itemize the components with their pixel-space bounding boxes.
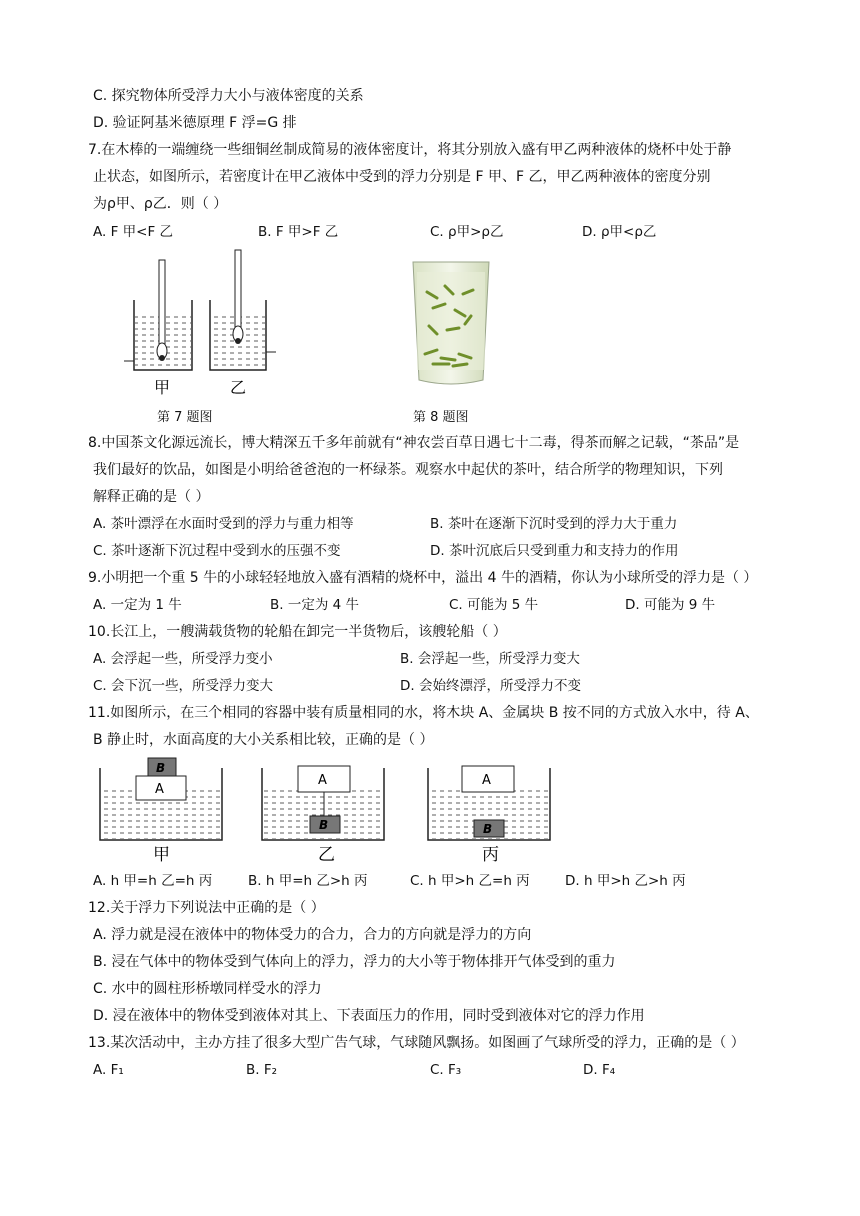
- q11-label-yi: 乙: [318, 845, 335, 864]
- q11-block-b-bing: B: [483, 822, 493, 836]
- q11-block-a-jia: A: [155, 782, 164, 797]
- q8-option-d: D. 茶叶沉底后只受到重力和支持力的作用: [430, 543, 679, 559]
- q11-block-a-yi: A: [318, 773, 327, 788]
- q8-figure-caption: 第 8 题图: [413, 410, 469, 425]
- q8-stem-line3: 解释正确的是（ ）: [93, 489, 210, 505]
- q11-option-a: A. h 甲=h 乙=h 丙: [93, 873, 213, 889]
- q8-stem-line2: 我们最好的饮品，如图是小明给爸爸泡的一杯绿茶。观察水中起伏的茶叶，结合所学的物理知识，下列: [93, 462, 723, 478]
- q8-stem-line1: 8.中国茶文化源远流长，博大精深五千多年前就有“神农尝百草日遇七十二毒，得茶而解之记载，“茶品”是: [88, 435, 740, 451]
- q13-stem-line1: 13.某次活动中，主办方挂了很多大型广告气球，气球随风飘扬。如图画了气球所受的浮力，正确的是（ ）: [88, 1035, 745, 1051]
- q12-stem-line1: 12.关于浮力下列说法中正确的是（ ）: [88, 900, 325, 916]
- q9-option-b: B. 一定为 4 牛: [270, 597, 360, 613]
- q9-option-a: A. 一定为 1 牛: [93, 597, 182, 613]
- q10-option-c: C. 会下沉一些，所受浮力变大: [93, 678, 274, 694]
- q8-option-b: B. 茶叶在逐渐下沉时受到的浮力大于重力: [430, 516, 678, 532]
- q12-option-a: A. 浮力就是浸在液体中的物体受力的合力，合力的方向就是浮力的方向: [93, 927, 532, 943]
- q13-option-b: B. F₂: [246, 1062, 278, 1078]
- q7-option-c: C. ρ甲>ρ乙: [430, 224, 504, 240]
- q6-option-d: D. 验证阿基米德原理 F 浮=G 排: [93, 115, 297, 131]
- q9-option-c: C. 可能为 5 牛: [449, 597, 539, 613]
- q11-label-bing: 丙: [482, 845, 499, 864]
- q8-option-a: A. 茶叶漂浮在水面时受到的浮力与重力相等: [93, 516, 354, 532]
- q12-option-c: C. 水中的圆柱形桥墩同样受水的浮力: [93, 981, 322, 997]
- q12-option-d: D. 浸在液体中的物体受到液体对其上、下表面压力的作用，同时受到液体对它的浮力作用: [93, 1008, 645, 1024]
- q10-option-a: A. 会浮起一些，所受浮力变小: [93, 651, 273, 667]
- q13-option-a: A. F₁: [93, 1062, 124, 1078]
- q10-stem-line1: 10.长江上，一艘满载货物的轮船在卸完一半货物后，该艘轮船（ ）: [88, 624, 507, 640]
- q11-label-jia: 甲: [153, 845, 170, 864]
- q12-option-b: B. 浸在气体中的物体受到气体向上的浮力，浮力的大小等于物体排开气体受到的重力: [93, 954, 616, 970]
- q13-option-d: D. F₄: [583, 1062, 616, 1078]
- q10-option-b: B. 会浮起一些，所受浮力变大: [400, 651, 580, 667]
- q7-label-yi: 乙: [230, 378, 247, 397]
- q7-stem-line2: 止状态，如图所示，若密度计在甲乙液体中受到的浮力分别是 F 甲、F 乙，甲乙两种液体的密度分别: [93, 169, 711, 185]
- q7-stem-line3: 为ρ甲、ρ乙．则（ ）: [93, 196, 228, 212]
- q11-stem-line2: B 静止时，水面高度的大小关系相比较，正确的是（ ）: [93, 732, 434, 748]
- q6-option-c: C. 探究物体所受浮力大小与液体密度的关系: [93, 88, 364, 104]
- q11-option-d: D. h 甲>h 乙>h 丙: [565, 873, 686, 889]
- q7-option-d: D. ρ甲<ρ乙: [582, 224, 657, 240]
- q11-containers-figure: [96, 752, 566, 864]
- q7-option-a: A. F 甲<F 乙: [93, 224, 174, 240]
- q7-stem-line1: 7.在木棒的一端缠绕一些细铜丝制成简易的液体密度计，将其分别放入盛有甲乙两种液体的烧杯中处于静: [88, 142, 732, 158]
- q11-block-b-yi: B: [319, 818, 329, 832]
- q11-block-a-bing: A: [482, 773, 491, 788]
- q11-stem-line1: 11.如图所示，在三个相同的容器中装有质量相同的水，将木块 A、金属块 B 按不同的方式放入水中，待 A、: [88, 705, 759, 721]
- q9-stem-line1: 9.小明把一个重 5 牛的小球轻轻地放入盛有酒精的烧杯中，溢出 4 牛的酒精，你认为小球所受的浮力是（ ）: [88, 570, 758, 586]
- q10-option-d: D. 会始终漂浮，所受浮力不变: [400, 678, 581, 694]
- q11-block-b-jia: B: [156, 761, 166, 775]
- q7-option-b: B. F 甲>F 乙: [258, 224, 339, 240]
- q8-option-c: C. 茶叶逐渐下沉过程中受到水的压强不变: [93, 543, 341, 559]
- q11-option-b: B. h 甲=h 乙>h 丙: [248, 873, 368, 889]
- q13-option-c: C. F₃: [430, 1062, 462, 1078]
- q11-option-c: C. h 甲>h 乙=h 丙: [410, 873, 530, 889]
- q7-hydrometer-figure: [110, 248, 280, 398]
- q9-option-d: D. 可能为 9 牛: [625, 597, 716, 613]
- q8-tea-glass-figure: [405, 258, 497, 388]
- q7-figure-caption: 第 7 题图: [157, 410, 213, 425]
- q7-label-jia: 甲: [154, 378, 171, 397]
